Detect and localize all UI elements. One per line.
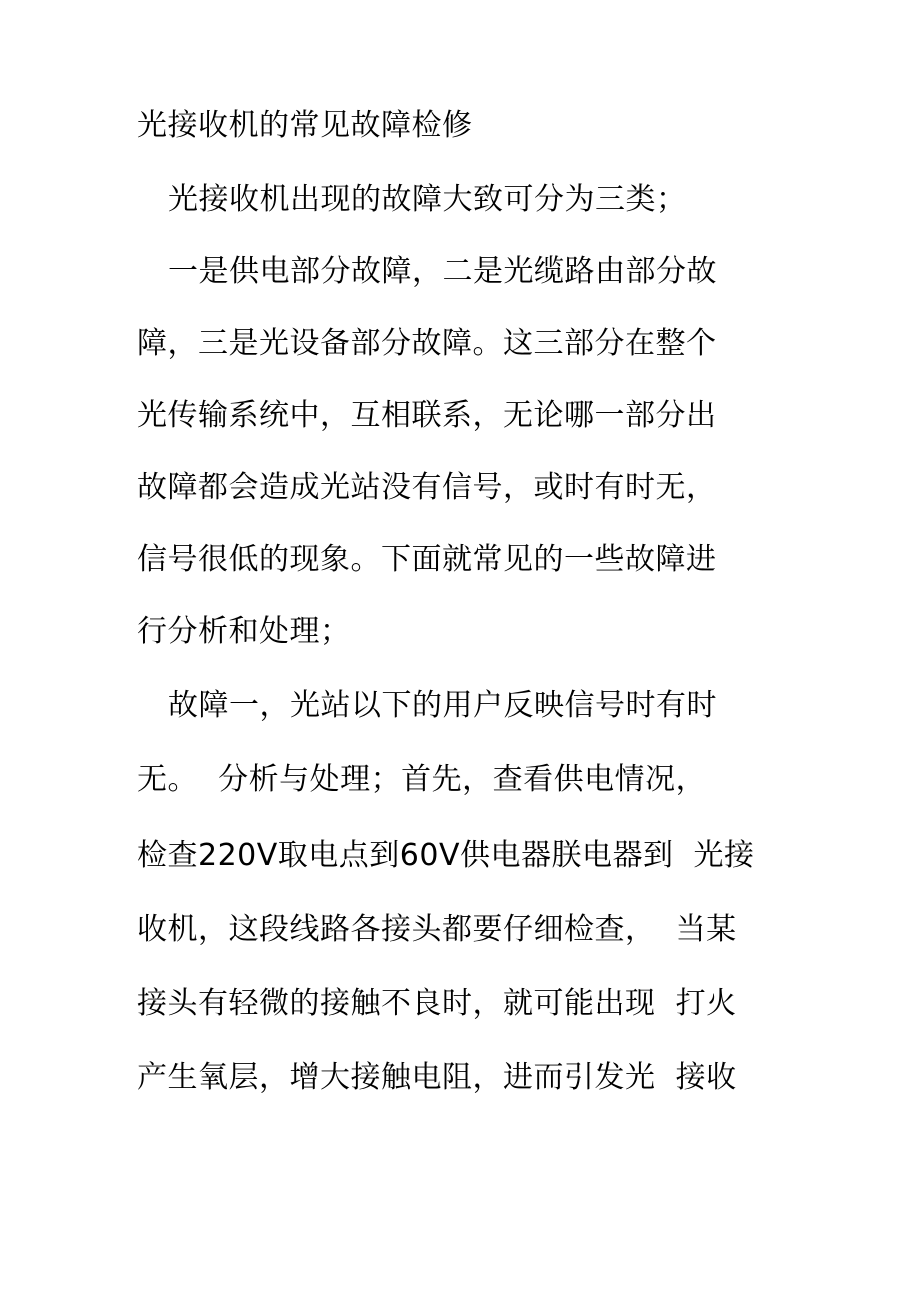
paragraph-line: 接头有轻微的接触不良时，就可能出现 打火 <box>137 986 737 1021</box>
paragraph-line: 光传输系统中，互相联系，无论哪一部分出 <box>137 398 717 433</box>
paragraph-line: 故障一，光站以下的用户反映信号时有时 <box>168 688 717 723</box>
paragraph-line: 障，三是光设备部分故障。这三部分在整个 <box>137 326 717 361</box>
paragraph-line: 一是供电部分故障，二是光缆路由部分故 <box>168 254 717 289</box>
paragraph-line: 收机，这段线路各接头都要仔细检查， 当某 <box>137 912 737 947</box>
paragraph-line: 行分析和处理； <box>137 614 351 649</box>
paragraph-line: 信号很低的现象。下面就常见的一些故障进 <box>137 542 717 577</box>
document-title: 光接收机的常见故障检修 <box>137 108 473 143</box>
paragraph-line: 故障都会造成光站没有信号，或时有时无， <box>137 470 717 505</box>
paragraph-line: 检查220V取电点到60V供电器朕电器到 光接 <box>137 838 755 873</box>
paragraph-line: 光接收机出现的故障大致可分为三类； <box>168 182 687 217</box>
paragraph-line: 无。 分析与处理；首先，查看供电情况， <box>137 762 707 797</box>
paragraph-line: 产生氧层，增大接触电阻，进而引发光 接收 <box>137 1060 737 1095</box>
